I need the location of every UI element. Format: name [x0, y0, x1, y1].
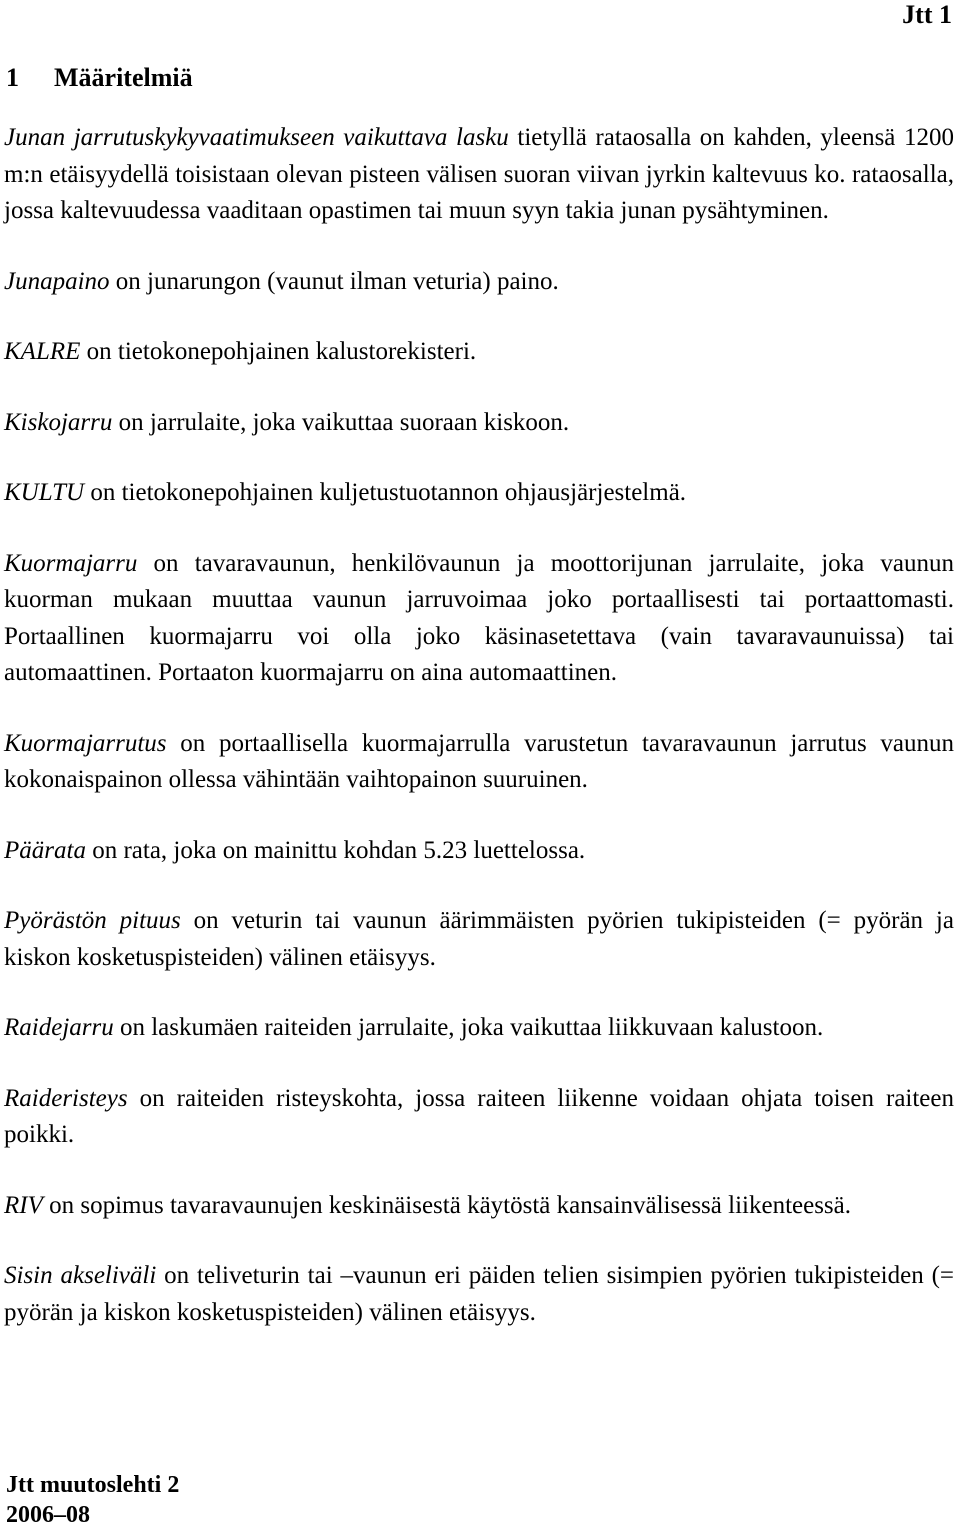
definition-item [4, 405, 954, 442]
definition-term: Junan jarrutuskykyvaatimukseen vaikuttava lasku [4, 124, 509, 151]
definition-text: on raiteiden risteyskohta, jossa raiteen liikenne voidaan ohjata toisen raiteen poikki. [4, 1084, 954, 1148]
definition-term: Kuormajarrutus [4, 729, 167, 757]
definition-term: Kuormajarru [4, 549, 138, 577]
definition-text: on tavaravaunun, henkilövaunun ja moottorijunan jarrulaite, joka vaunun kuorman mukaan muuttaa vaunun jarruvoimaa joko portaallisesti tai portaattomasti. Portaallinen kuormajarru voi olla joko käsinasetettava (vain tavaravaunuissa) tai automaattinen. Portaaton kuormajarru on aina automaattinen. [4, 549, 954, 686]
section-number: 1 [6, 63, 19, 92]
definition-item [4, 903, 954, 976]
definition-term: Pyörästön pituus [4, 907, 181, 934]
definition-term: Junapaino [4, 267, 110, 295]
definition-item [4, 1081, 954, 1154]
document-reference: Jtt 1 [902, 0, 952, 29]
definition-term: Raidejarru [4, 1014, 114, 1041]
definition-term: Raideristeys [4, 1084, 128, 1112]
definition-item [4, 264, 954, 301]
footer-date: 2006–08 [6, 1502, 90, 1528]
page-footer [6, 1470, 179, 1530]
definition-item [4, 475, 954, 512]
definition-item [4, 120, 954, 230]
definition-item [4, 1010, 954, 1047]
definition-text: on teliveturin tai –vaunun eri päiden telien sisimpien pyörien tukipisteiden (= pyörän ja kiskon kosketuspisteiden) välinen etäisyys. [4, 1262, 954, 1326]
definition-item [4, 1258, 954, 1331]
definition-item [4, 546, 954, 692]
definition-item [4, 1188, 954, 1225]
definition-term: KALRE [4, 338, 81, 365]
definition-item [4, 334, 954, 371]
definition-text: on veturin tai vaunun äärimmäisten pyörien tukipisteiden (= pyörän ja kiskon kosketuspisteiden) välinen etäisyys. [4, 907, 954, 971]
definition-term: Sisin akseliväli [4, 1262, 157, 1289]
definition-item [4, 726, 954, 799]
definition-text: on portaallisella kuormajarrulla varustetun tavaravaunun jarrutus vaunun kokonaispainon ollessa vähintään vaihtopainon suuruinen. [4, 729, 954, 793]
section-title: Määritelmiä [54, 63, 193, 92]
definition-term: Kiskojarru [4, 408, 113, 436]
definition-term: KULTU [4, 479, 85, 506]
definition-text: on sopimus tavaravaunujen keskinäisestä käytöstä kansainvälisessä liikenteessä. [42, 1191, 852, 1219]
definition-term: Päärata [4, 836, 86, 864]
section-heading [6, 62, 193, 94]
definition-term: RIV [4, 1191, 43, 1219]
definition-text: tietyllä rataosalla on kahden, yleensä 1200 m:n etäisyydellä toisistaan olevan pisteen välisen suoran viivan jyrkin kaltevuus ko. rataosalla, jossa kaltevuudessa vaaditaan opastimen tai muun syyn takia junan pysähtyminen. [4, 124, 954, 224]
definition-item [4, 833, 954, 870]
definition-text: on laskumäen raiteiden jarrulaite, joka vaikuttaa liikkuvaan kalustoon. [113, 1014, 824, 1041]
definition-text: on tietokonepohjainen kalustorekisteri. [80, 338, 477, 365]
definitions-list [4, 120, 954, 1331]
definition-text: on rata, joka on mainittu kohdan 5.23 luettelossa. [85, 836, 586, 864]
definition-text: on tietokonepohjainen kuljetustuotannon ohjausjärjestelmä. [84, 479, 687, 506]
definition-text: on jarrulaite, joka vaikuttaa suoraan kiskoon. [112, 408, 570, 436]
footer-amendment: Jtt muutoslehti 2 [6, 1472, 180, 1498]
definition-text: on junarungon (vaunut ilman veturia) paino. [109, 267, 559, 295]
